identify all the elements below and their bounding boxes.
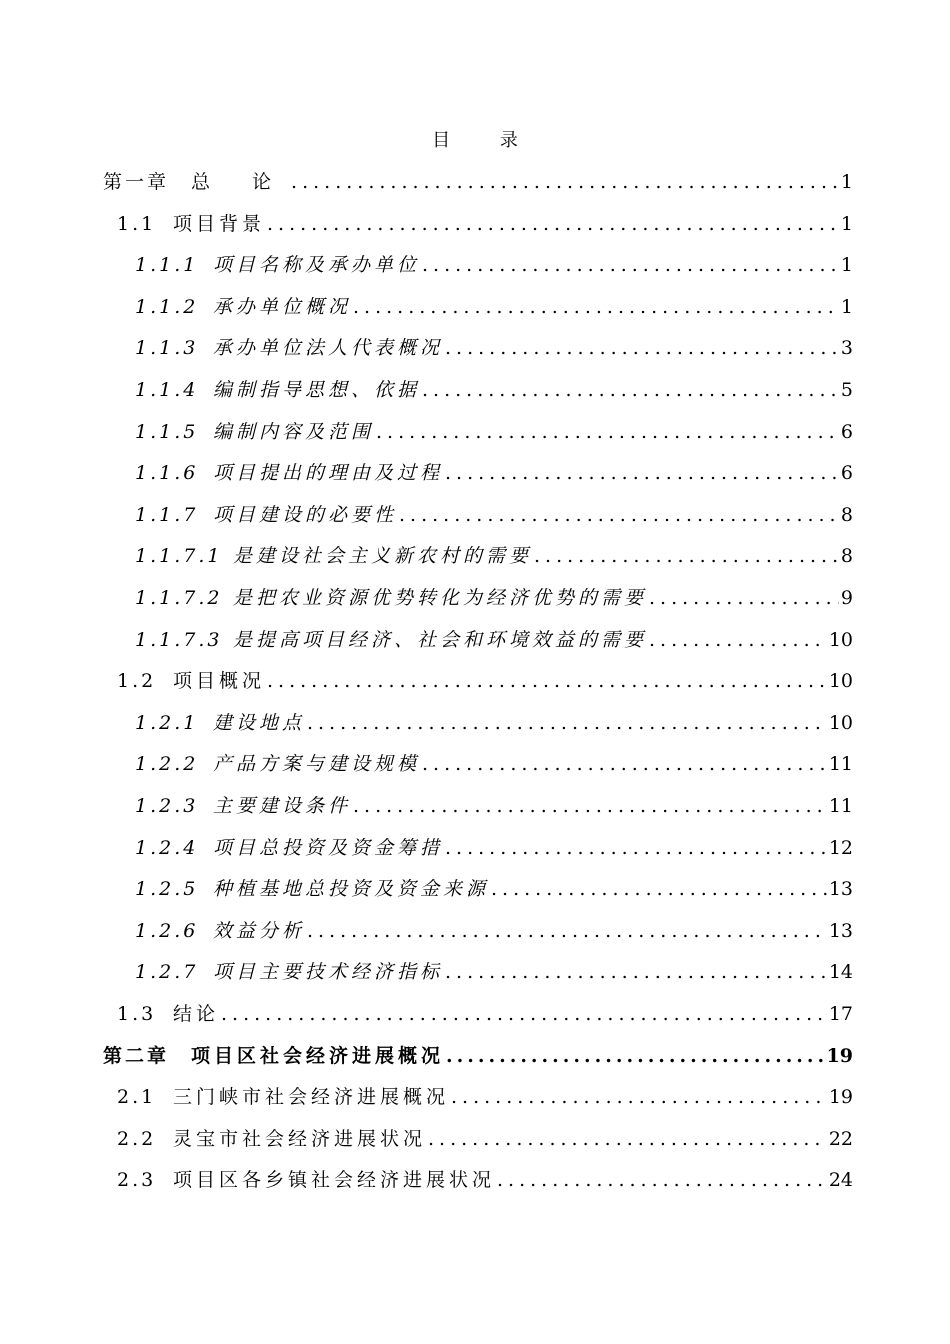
toc-dot-leader	[649, 577, 839, 619]
toc-entry-title: 效益分析	[213, 919, 306, 942]
toc-entry-number: 1.1.6	[135, 462, 199, 485]
toc-dot-leader	[445, 452, 839, 494]
toc-entry[interactable]	[135, 577, 853, 619]
toc-entry[interactable]	[135, 327, 853, 369]
toc-entry-number: 1.1.7.3	[135, 628, 223, 651]
toc-dot-leader	[267, 660, 827, 702]
toc-entry-page: 1	[840, 171, 853, 193]
toc-entry-number: 1.3	[117, 1003, 157, 1025]
toc-entry[interactable]	[117, 1118, 853, 1160]
toc-entry-number: 1.2.4	[135, 836, 199, 859]
toc-entry[interactable]	[135, 619, 853, 661]
toc-entry-number: 2.1	[117, 1086, 157, 1109]
toc-entry-page: 24	[828, 1169, 853, 1192]
toc-entry-number: 1.2.7	[135, 961, 199, 984]
toc-entry-page: 3	[840, 337, 853, 360]
toc-entry-title: 编制指导思想、依据	[213, 379, 421, 401]
toc-entry[interactable]	[117, 660, 853, 702]
toc-entry-number: 1.1	[117, 212, 157, 235]
toc-dot-leader	[307, 910, 827, 952]
toc-entry-title: 项目建设的必要性	[213, 503, 398, 526]
toc-entry-number: 1.2.5	[135, 878, 199, 901]
toc-entry-title: 三门峡市社会经济进展概况	[173, 1086, 450, 1109]
toc-entry-number: 1.2	[117, 670, 157, 693]
toc-dot-leader	[497, 1159, 827, 1201]
toc-entry-page: 14	[828, 961, 853, 984]
toc-entry[interactable]	[135, 286, 853, 328]
toc-dot-leader	[422, 244, 839, 286]
toc-dot-leader	[291, 161, 839, 203]
toc-dot-leader	[446, 1035, 825, 1077]
toc-entry-number: 2.3	[117, 1169, 157, 1192]
toc-entry-title: 是建设社会主义新农村的需要	[233, 545, 533, 568]
toc-entry-page: 13	[828, 919, 853, 942]
toc-entry-title: 总 论	[191, 171, 290, 193]
toc-entry[interactable]	[135, 535, 853, 577]
toc-entry-page: 10	[828, 711, 853, 734]
toc-entry-page: 10	[828, 670, 853, 693]
toc-entry-number: 2.2	[117, 1127, 157, 1150]
toc-dot-leader	[649, 619, 827, 661]
toc-entry-number: 1.1.2	[135, 295, 199, 318]
toc-dot-leader	[534, 535, 839, 577]
toc-entry-page: 6	[840, 420, 853, 443]
toc-entry[interactable]	[103, 161, 853, 203]
toc-entry-title: 是提高项目经济、社会和环境效益的需要	[233, 628, 648, 651]
toc-entry[interactable]	[135, 244, 853, 286]
toc-entry[interactable]	[135, 494, 853, 536]
toc-entry[interactable]	[117, 993, 853, 1035]
toc-dot-leader	[451, 1076, 827, 1118]
toc-entry-number: 1.2.2	[135, 753, 199, 776]
toc-entry-number: 1.1.3	[135, 337, 199, 360]
toc-entry-title: 项目提出的理由及过程	[213, 462, 444, 485]
toc-entry-title: 承办单位法人代表概况	[213, 337, 444, 360]
toc-entry-page: 5	[840, 379, 853, 401]
toc-dot-leader	[399, 494, 839, 536]
toc-dot-leader	[445, 827, 827, 869]
toc-dot-leader	[267, 203, 839, 245]
toc-dot-leader	[307, 702, 827, 744]
toc-entry[interactable]	[117, 203, 853, 245]
toc-dot-leader	[221, 993, 827, 1035]
toc-entry-page: 1	[840, 212, 853, 235]
toc-entry-page: 11	[828, 753, 853, 776]
toc-entry-title: 灵宝市社会经济进展状况	[173, 1127, 427, 1150]
toc-entry[interactable]	[135, 827, 853, 869]
toc-entry[interactable]	[135, 910, 853, 952]
toc-entry[interactable]	[117, 1076, 853, 1118]
toc-entry-number: 1.1.7.2	[135, 587, 223, 609]
toc-dot-leader	[428, 1118, 827, 1160]
toc-entry-number: 1.2.3	[135, 795, 199, 817]
toc-entry-title: 编制内容及范围	[213, 420, 375, 443]
toc-entry[interactable]	[117, 1159, 853, 1201]
toc-entry-title: 项目名称及承办单位	[213, 254, 421, 277]
toc-dot-leader	[422, 743, 827, 785]
toc-entry-title: 项目区社会经济进展概况	[191, 1044, 445, 1067]
toc-entry-title: 主要建设条件	[213, 795, 352, 817]
toc-entry-title: 项目主要技术经济指标	[213, 961, 444, 984]
toc-entry-title: 种植基地总投资及资金来源	[213, 878, 490, 901]
toc-entry-title: 项目区各乡镇社会经济进展状况	[173, 1169, 496, 1192]
toc-entry-page: 12	[828, 836, 853, 859]
toc-dot-leader	[491, 868, 827, 910]
toc-entry-page: 13	[828, 878, 853, 901]
toc-entry-number: 1.2.6	[135, 919, 199, 942]
toc-dot-leader	[353, 785, 827, 827]
toc-dot-leader	[353, 286, 839, 328]
toc-entry-number: 1.1.5	[135, 420, 199, 443]
toc-entry[interactable]	[135, 702, 853, 744]
toc-entry-page: 11	[828, 795, 853, 817]
toc-entry-page: 19	[826, 1044, 853, 1067]
toc-entry-number: 1.1.4	[135, 379, 199, 401]
toc-entry[interactable]	[135, 452, 853, 494]
toc-entry-page: 17	[828, 1003, 853, 1025]
toc-entry-page: 8	[840, 545, 853, 568]
toc-entry-title: 产品方案与建设规模	[213, 753, 421, 776]
toc-entry[interactable]	[135, 369, 853, 411]
toc-entry[interactable]	[135, 951, 853, 993]
toc-entry-page: 19	[828, 1086, 853, 1109]
toc-entry-number: 第一章	[103, 171, 170, 193]
toc-entry-page: 1	[840, 254, 853, 277]
toc-entry[interactable]	[135, 868, 853, 910]
toc-dot-leader	[445, 327, 839, 369]
toc-entry-title: 承办单位概况	[213, 295, 352, 318]
toc-entry[interactable]	[103, 1035, 853, 1077]
toc-entry-number: 第二章	[103, 1044, 170, 1067]
toc-entry[interactable]	[135, 411, 853, 453]
toc-entry-title: 建设地点	[213, 711, 306, 734]
toc-entry-number: 1.1.7	[135, 503, 199, 526]
toc-entry-title: 项目总投资及资金筹措	[213, 836, 444, 859]
toc-entry-title: 项目概况	[173, 670, 266, 693]
toc-entry[interactable]	[135, 785, 853, 827]
toc-dot-leader	[376, 411, 839, 453]
toc-entry[interactable]	[135, 743, 853, 785]
toc-entry-number: 1.1.7.1	[135, 545, 223, 568]
toc-entry-title: 是把农业资源优势转化为经济优势的需要	[233, 587, 648, 609]
toc-dot-leader	[445, 951, 827, 993]
toc-heading: 目 录	[432, 130, 540, 151]
toc-entry-page: 8	[840, 503, 853, 526]
toc-entry-page: 1	[840, 295, 853, 318]
toc-entry-title: 项目背景	[173, 212, 266, 235]
toc-entry-number: 1.1.1	[135, 254, 199, 277]
toc-entry-page: 6	[840, 462, 853, 485]
toc-entry-page: 22	[828, 1127, 853, 1150]
toc-entry-title: 结论	[173, 1003, 220, 1025]
toc-entry-page: 10	[828, 628, 853, 651]
toc-entry-number: 1.2.1	[135, 711, 199, 734]
toc-entry-page: 9	[840, 587, 853, 609]
toc-dot-leader	[422, 369, 839, 411]
